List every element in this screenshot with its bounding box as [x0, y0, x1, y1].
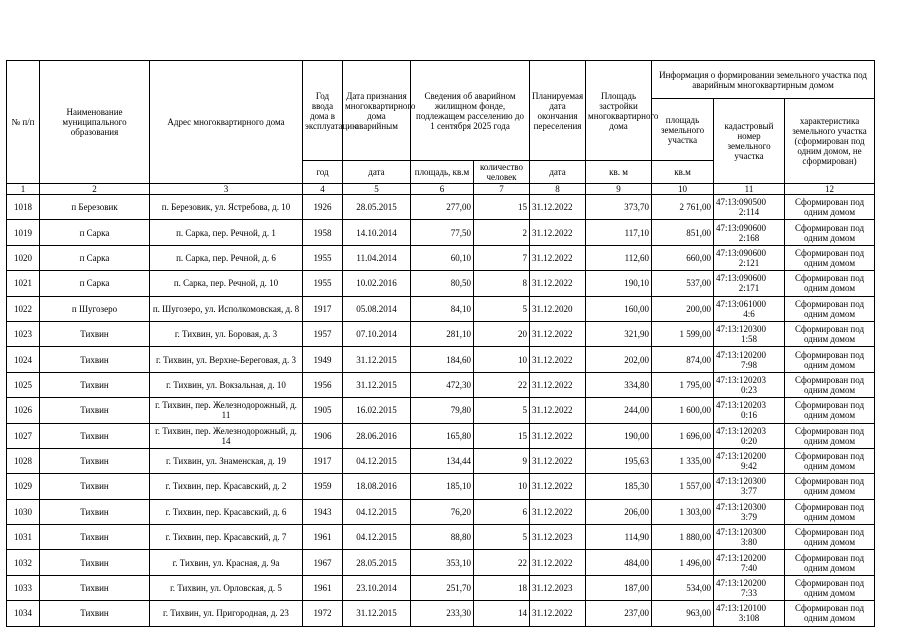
people-cell: 7 [474, 245, 530, 270]
cadastral-part-2: 3:80 [741, 537, 758, 548]
planned-end-cell: 31.12.2022 [530, 245, 586, 270]
land-char-cell: Сформирован под одним домом [785, 499, 875, 524]
cadastral-cell [714, 448, 785, 473]
planned-end-cell: 31.12.2022 [530, 195, 586, 220]
municipality-cell: п Шугозеро [40, 296, 150, 321]
land-char-cell: Сформирован под одним домом [785, 601, 875, 626]
cadastral-cell [714, 499, 785, 524]
cadastral-cell [714, 220, 785, 245]
land-area-cell: 660,00 [652, 245, 714, 270]
col-number: 2 [40, 184, 150, 195]
land-char-cell: Сформирован под одним домом [785, 347, 875, 372]
year-cell: 1943 [303, 499, 343, 524]
header-recognition-date: Дата признания многоквартирного дома аварийным [343, 61, 411, 161]
address-cell: г. Тихвин, ул. Верхне-Береговая, д. 3 [150, 347, 303, 372]
land-char-cell: Сформирован под одним домом [785, 195, 875, 220]
header-year: Год ввода дома в эксплуатацию [303, 61, 343, 161]
area-cell: 79,80 [411, 398, 474, 423]
recognition-date-cell: 04.12.2015 [343, 525, 411, 550]
table-row [7, 195, 875, 220]
row-number: 1029 [7, 474, 40, 499]
planned-end-cell: 31.12.2023 [530, 575, 586, 600]
area-cell: 251,70 [411, 575, 474, 600]
row-number: 1026 [7, 398, 40, 423]
area-cell: 281,10 [411, 321, 474, 346]
land-char-cell: Сформирован под одним домом [785, 321, 875, 346]
cadastral-part-1: 47:13:120200 [716, 349, 767, 360]
cadastral-part-1: 47:13:120200 [716, 552, 767, 563]
area-cell: 184,60 [411, 347, 474, 372]
cadastral-part-1: 47:13:090500 [716, 197, 767, 208]
address-cell: г. Тихвин, ул. Знаменская, д. 19 [150, 448, 303, 473]
header-land-info: Информация о формировании земельного участка под аварийным многоквартирным домом [652, 61, 875, 99]
land-char-cell: Сформирован под одним домом [785, 423, 875, 448]
land-char-cell: Сформирован под одним домом [785, 474, 875, 499]
planned-end-cell: 31.12.2022 [530, 321, 586, 346]
cadastral-part-1: 47:13:120300 [716, 527, 767, 538]
cadastral-part-1: 47:13:061000 [716, 298, 767, 309]
people-cell: 22 [474, 550, 530, 575]
recognition-date-cell: 28.05.2015 [343, 550, 411, 575]
row-number: 1021 [7, 271, 40, 296]
col-number: 9 [586, 184, 652, 195]
area-cell: 60,10 [411, 245, 474, 270]
col-number: 11 [714, 184, 785, 195]
cadastral-part-2: 7:40 [741, 562, 758, 573]
people-cell: 9 [474, 448, 530, 473]
year-cell: 1961 [303, 525, 343, 550]
table-body [7, 195, 875, 627]
address-cell: г. Тихвин, ул. Боровая, д. 3 [150, 321, 303, 346]
year-cell: 1949 [303, 347, 343, 372]
building-area-cell: 484,00 [586, 550, 652, 575]
header-cadastral: кадастровый номер земельного участка [714, 99, 785, 184]
year-cell: 1955 [303, 271, 343, 296]
address-cell: г. Тихвин, пер. Железнодорожный, д. 11 [150, 398, 303, 423]
building-area-cell: 117,10 [586, 220, 652, 245]
land-area-cell: 874,00 [652, 347, 714, 372]
cadastral-part-2: 2:168 [738, 232, 760, 243]
row-number: 1027 [7, 423, 40, 448]
planned-end-cell: 31.12.2023 [530, 525, 586, 550]
recognition-date-cell: 10.02.2016 [343, 271, 411, 296]
cadastral-cell [714, 550, 785, 575]
people-cell: 15 [474, 423, 530, 448]
area-cell: 134,44 [411, 448, 474, 473]
cadastral-part-1: 47:13:120100 [716, 603, 767, 614]
people-cell: 15 [474, 195, 530, 220]
housing-table [6, 60, 875, 627]
cadastral-part-1: 47:13:120200 [716, 578, 767, 589]
land-char-cell: Сформирован под одним домом [785, 271, 875, 296]
cadastral-cell [714, 195, 785, 220]
row-number: 1034 [7, 601, 40, 626]
table-row [7, 474, 875, 499]
year-cell: 1957 [303, 321, 343, 346]
land-char-cell: Сформирован под одним домом [785, 245, 875, 270]
cadastral-part-2: 2:171 [738, 283, 760, 294]
cadastral-part-2: 1:58 [741, 334, 758, 345]
cadastral-cell [714, 575, 785, 600]
recognition-date-cell: 07.10.2014 [343, 321, 411, 346]
building-area-cell: 321,90 [586, 321, 652, 346]
header-building-area: Площадь застройки многоквартирного дома [586, 61, 652, 161]
address-cell: п. Сарка, пер. Речной, д. 6 [150, 245, 303, 270]
col-number: 5 [343, 184, 411, 195]
year-cell: 1955 [303, 245, 343, 270]
building-area-cell: 187,00 [586, 575, 652, 600]
land-area-cell: 963,00 [652, 601, 714, 626]
address-cell: п. Березовик, ул. Ястребова, д. 10 [150, 195, 303, 220]
address-cell: г. Тихвин, ул. Пригородная, д. 23 [150, 601, 303, 626]
land-area-cell: 537,00 [652, 271, 714, 296]
people-cell: 14 [474, 601, 530, 626]
people-cell: 2 [474, 220, 530, 245]
header-emergency-fund: Сведения об аварийном жилищном фонде, подлежащем расселению до 1 сентября 2025 года [411, 61, 530, 161]
row-number: 1022 [7, 296, 40, 321]
municipality-cell: Тихвин [40, 321, 150, 346]
planned-end-cell: 31.12.2022 [530, 474, 586, 499]
building-area-cell: 202,00 [586, 347, 652, 372]
year-cell: 1958 [303, 220, 343, 245]
cadastral-part-2: 2:114 [738, 207, 760, 218]
planned-end-cell: 31.12.2022 [530, 271, 586, 296]
municipality-cell: Тихвин [40, 423, 150, 448]
row-number: 1033 [7, 575, 40, 600]
cadastral-part-2: 3:77 [741, 486, 758, 497]
building-area-cell: 244,00 [586, 398, 652, 423]
cadastral-part-1: 47:13:120203 [716, 400, 767, 411]
cadastral-part-2: 7:98 [741, 359, 758, 370]
people-cell: 5 [474, 398, 530, 423]
planned-end-cell: 31.12.2022 [530, 372, 586, 397]
land-area-cell: 1 599,00 [652, 321, 714, 346]
cadastral-cell [714, 474, 785, 499]
cadastral-part-2: 3:108 [738, 613, 760, 624]
building-area-cell: 190,10 [586, 271, 652, 296]
building-area-cell: 185,30 [586, 474, 652, 499]
land-area-cell: 2 761,00 [652, 195, 714, 220]
table-row [7, 372, 875, 397]
land-char-cell: Сформирован под одним домом [785, 372, 875, 397]
year-cell: 1905 [303, 398, 343, 423]
address-cell: п. Сарка, пер. Речной, д. 1 [150, 220, 303, 245]
header-planned-end: Планируемая дата окончания переселения [530, 61, 586, 161]
land-char-cell: Сформирован под одним домом [785, 220, 875, 245]
area-cell: 277,00 [411, 195, 474, 220]
year-cell: 1917 [303, 448, 343, 473]
area-cell: 185,10 [411, 474, 474, 499]
area-cell: 84,10 [411, 296, 474, 321]
cadastral-cell [714, 601, 785, 626]
cadastral-part-1: 47:13:120300 [716, 501, 767, 512]
col-number: 10 [652, 184, 714, 195]
cadastral-part-1: 47:13:090600 [716, 273, 767, 284]
planned-end-cell: 31.12.2022 [530, 499, 586, 524]
municipality-cell: п Березовик [40, 195, 150, 220]
planned-end-cell: 31.12.2020 [530, 296, 586, 321]
header-municipality: Наименование муниципального образования [40, 61, 150, 184]
cadastral-part-2: 9:42 [741, 461, 758, 472]
cadastral-cell [714, 423, 785, 448]
building-area-cell: 237,00 [586, 601, 652, 626]
cadastral-cell [714, 398, 785, 423]
recognition-date-cell: 05.08.2014 [343, 296, 411, 321]
municipality-cell: Тихвин [40, 550, 150, 575]
col-number: 7 [474, 184, 530, 195]
table-row [7, 220, 875, 245]
cadastral-cell [714, 347, 785, 372]
building-area-cell: 112,60 [586, 245, 652, 270]
row-number: 1023 [7, 321, 40, 346]
year-cell: 1917 [303, 296, 343, 321]
cadastral-part-2: 0:23 [741, 384, 758, 395]
address-cell: г. Тихвин, ул. Вокзальная, д. 10 [150, 372, 303, 397]
planned-end-cell: 31.12.2022 [530, 423, 586, 448]
col-number: 8 [530, 184, 586, 195]
row-number: 1020 [7, 245, 40, 270]
unit-land-sqm: кв.м [652, 161, 714, 184]
land-char-cell: Сформирован под одним домом [785, 550, 875, 575]
address-cell: п. Шугозеро, ул. Исполкомовская, д. 8 [150, 296, 303, 321]
row-number: 1031 [7, 525, 40, 550]
unit-area: площадь, кв.м [411, 161, 474, 184]
table-row [7, 550, 875, 575]
cadastral-cell [714, 372, 785, 397]
cadastral-cell [714, 525, 785, 550]
row-number: 1024 [7, 347, 40, 372]
municipality-cell: Тихвин [40, 448, 150, 473]
address-cell: г. Тихвин, ул. Орловская, д. 5 [150, 575, 303, 600]
land-area-cell: 534,00 [652, 575, 714, 600]
table-row [7, 499, 875, 524]
land-char-cell: Сформирован под одним домом [785, 398, 875, 423]
land-area-cell: 1 600,00 [652, 398, 714, 423]
recognition-date-cell: 04.12.2015 [343, 448, 411, 473]
municipality-cell: п Сарка [40, 220, 150, 245]
address-cell: г. Тихвин, пер. Железнодорожный, д. 14 [150, 423, 303, 448]
building-area-cell: 114,90 [586, 525, 652, 550]
cadastral-cell [714, 321, 785, 346]
col-number: 6 [411, 184, 474, 195]
address-cell: г. Тихвин, пер. Красавский, д. 2 [150, 474, 303, 499]
recognition-date-cell: 11.04.2014 [343, 245, 411, 270]
cadastral-part-2: 7:33 [741, 588, 758, 599]
cadastral-cell [714, 271, 785, 296]
year-cell: 1956 [303, 372, 343, 397]
land-char-cell: Сформирован под одним домом [785, 296, 875, 321]
year-cell: 1959 [303, 474, 343, 499]
people-cell: 18 [474, 575, 530, 600]
table-row [7, 347, 875, 372]
unit-people: количество человек [474, 161, 530, 184]
address-cell: г. Тихвин, пер. Красавский, д. 7 [150, 525, 303, 550]
land-area-cell: 1 303,00 [652, 499, 714, 524]
table-row [7, 423, 875, 448]
municipality-cell: Тихвин [40, 601, 150, 626]
area-cell: 353,10 [411, 550, 474, 575]
recognition-date-cell: 23.10.2014 [343, 575, 411, 600]
row-number: 1018 [7, 195, 40, 220]
municipality-cell: Тихвин [40, 474, 150, 499]
planned-end-cell: 31.12.2022 [530, 347, 586, 372]
table-row [7, 398, 875, 423]
year-cell: 1926 [303, 195, 343, 220]
address-cell: п. Сарка, пер. Речной, д. 10 [150, 271, 303, 296]
unit-end-date: дата [530, 161, 586, 184]
row-number: 1032 [7, 550, 40, 575]
year-cell: 1967 [303, 550, 343, 575]
row-number: 1030 [7, 499, 40, 524]
building-area-cell: 334,80 [586, 372, 652, 397]
land-area-cell: 1 496,00 [652, 550, 714, 575]
recognition-date-cell: 31.12.2015 [343, 601, 411, 626]
unit-year: год [303, 161, 343, 184]
year-cell: 1961 [303, 575, 343, 600]
building-area-cell: 373,70 [586, 195, 652, 220]
land-char-cell: Сформирован под одним домом [785, 575, 875, 600]
area-cell: 80,50 [411, 271, 474, 296]
address-cell: г. Тихвин, пер. Красавский, д. 6 [150, 499, 303, 524]
planned-end-cell: 31.12.2022 [530, 220, 586, 245]
municipality-cell: Тихвин [40, 525, 150, 550]
cadastral-part-2: 3:79 [741, 511, 758, 522]
area-cell: 76,20 [411, 499, 474, 524]
planned-end-cell: 31.12.2022 [530, 398, 586, 423]
cadastral-part-1: 47:13:120300 [716, 476, 767, 487]
municipality-cell: п Сарка [40, 245, 150, 270]
building-area-cell: 195,63 [586, 448, 652, 473]
table-row [7, 525, 875, 550]
cadastral-part-1: 47:13:120203 [716, 374, 767, 385]
cadastral-part-1: 47:13:120200 [716, 451, 767, 462]
land-char-cell: Сформирован под одним домом [785, 525, 875, 550]
municipality-cell: п Сарка [40, 271, 150, 296]
cadastral-part-2: 0:20 [741, 435, 758, 446]
people-cell: 6 [474, 499, 530, 524]
header-address: Адрес многоквартирного дома [150, 61, 303, 184]
recognition-date-cell: 31.12.2015 [343, 347, 411, 372]
address-cell: г. Тихвин, ул. Красная, д. 9а [150, 550, 303, 575]
land-area-cell: 1 335,00 [652, 448, 714, 473]
area-cell: 165,80 [411, 423, 474, 448]
cadastral-part-1: 47:13:090600 [716, 222, 767, 233]
cadastral-part-2: 4:6 [743, 308, 755, 319]
municipality-cell: Тихвин [40, 372, 150, 397]
col-number: 3 [150, 184, 303, 195]
table-row [7, 448, 875, 473]
cadastral-cell [714, 296, 785, 321]
area-cell: 77,50 [411, 220, 474, 245]
area-cell: 233,30 [411, 601, 474, 626]
recognition-date-cell: 31.12.2015 [343, 372, 411, 397]
col-number: 12 [785, 184, 875, 195]
land-area-cell: 1 557,00 [652, 474, 714, 499]
people-cell: 10 [474, 347, 530, 372]
people-cell: 20 [474, 321, 530, 346]
year-cell: 1972 [303, 601, 343, 626]
municipality-cell: Тихвин [40, 499, 150, 524]
planned-end-cell: 31.12.2022 [530, 550, 586, 575]
recognition-date-cell: 18.08.2016 [343, 474, 411, 499]
people-cell: 5 [474, 525, 530, 550]
table-row [7, 296, 875, 321]
land-area-cell: 851,00 [652, 220, 714, 245]
table-row [7, 245, 875, 270]
cadastral-part-2: 0:16 [741, 410, 758, 421]
recognition-date-cell: 04.12.2015 [343, 499, 411, 524]
recognition-date-cell: 28.06.2016 [343, 423, 411, 448]
table-row [7, 321, 875, 346]
recognition-date-cell: 14.10.2014 [343, 220, 411, 245]
header-land-char: характеристика земельного участка (сформирован под одним домом, не сформирован) [785, 99, 875, 184]
people-cell: 5 [474, 296, 530, 321]
table-row [7, 271, 875, 296]
recognition-date-cell: 16.02.2015 [343, 398, 411, 423]
building-area-cell: 190,00 [586, 423, 652, 448]
cadastral-part-1: 47:13:120203 [716, 425, 767, 436]
land-area-cell: 1 696,00 [652, 423, 714, 448]
unit-sqm: кв. м [586, 161, 652, 184]
table-row [7, 601, 875, 626]
people-cell: 8 [474, 271, 530, 296]
col-number: 4 [303, 184, 343, 195]
header-land-area: площадь земельного участка [652, 99, 714, 161]
area-cell: 88,80 [411, 525, 474, 550]
unit-date: дата [343, 161, 411, 184]
area-cell: 472,30 [411, 372, 474, 397]
planned-end-cell: 31.12.2022 [530, 601, 586, 626]
land-char-cell: Сформирован под одним домом [785, 448, 875, 473]
land-area-cell: 200,00 [652, 296, 714, 321]
people-cell: 22 [474, 372, 530, 397]
header-num: № п/п [7, 61, 40, 184]
people-cell: 10 [474, 474, 530, 499]
cadastral-part-1: 47:13:090600 [716, 247, 767, 258]
municipality-cell: Тихвин [40, 398, 150, 423]
municipality-cell: Тихвин [40, 347, 150, 372]
cadastral-part-1: 47:13:120300 [716, 324, 767, 335]
building-area-cell: 206,00 [586, 499, 652, 524]
col-number: 1 [7, 184, 40, 195]
building-area-cell: 160,00 [586, 296, 652, 321]
cadastral-cell [714, 245, 785, 270]
row-number: 1019 [7, 220, 40, 245]
land-area-cell: 1 880,00 [652, 525, 714, 550]
table-row [7, 575, 875, 600]
land-area-cell: 1 795,00 [652, 372, 714, 397]
year-cell: 1906 [303, 423, 343, 448]
row-number: 1028 [7, 448, 40, 473]
municipality-cell: Тихвин [40, 575, 150, 600]
cadastral-part-2: 2:121 [738, 257, 760, 268]
recognition-date-cell: 28.05.2015 [343, 195, 411, 220]
row-number: 1025 [7, 372, 40, 397]
planned-end-cell: 31.12.2022 [530, 448, 586, 473]
